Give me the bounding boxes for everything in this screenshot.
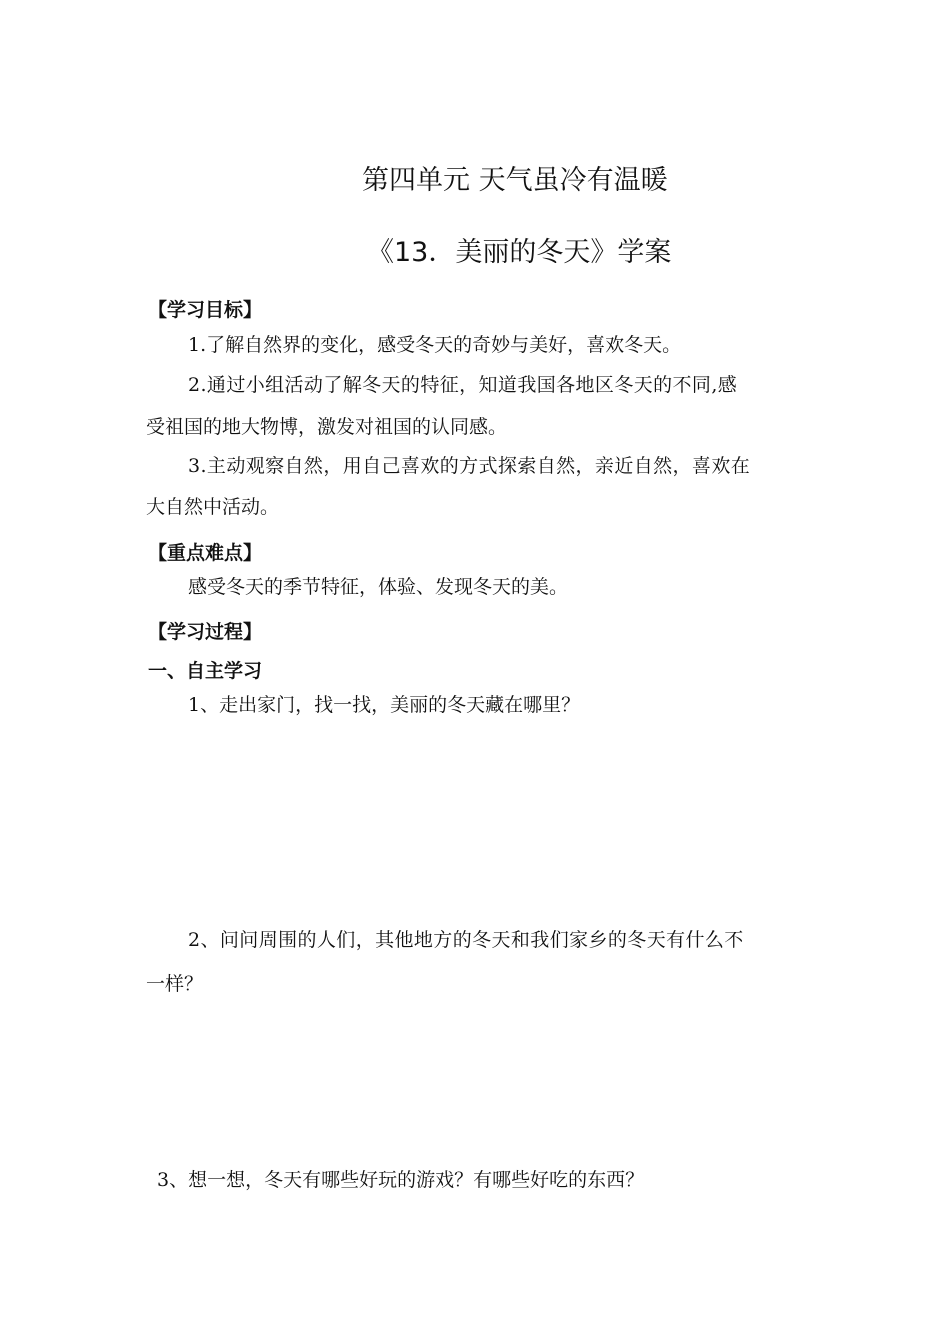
question-3: 3、想一想，冬天有哪些好玩的游戏？有哪些好吃的东西？ — [157, 1169, 645, 1191]
self-study-subheading: 一、自主学习 — [148, 660, 263, 682]
question-1: 1、走出家门，找一找，美丽的冬天藏在哪里？ — [188, 694, 581, 716]
key-points-text: 感受冬天的季节特征，体验、发现冬天的美。 — [188, 576, 569, 598]
process-heading: 【学习过程】 — [148, 621, 263, 643]
objective-3-line-2: 大自然中活动。 — [146, 496, 280, 518]
question-2-line-2: 一样？ — [146, 973, 204, 995]
objective-1: 1.了解自然界的变化，感受冬天的奇妙与美好，喜欢冬天。 — [188, 334, 682, 356]
objective-2-line-2: 受祖国的地大物博，激发对祖国的认同感。 — [146, 416, 508, 438]
lesson-title: 《13．美丽的冬天》学案 — [367, 237, 672, 268]
objectives-heading: 【学习目标】 — [148, 299, 263, 321]
unit-title: 第四单元 天气虽冷有温暖 — [362, 165, 668, 196]
objective-3-line-1: 3.主动观察自然，用自己喜欢的方式探索自然，亲近自然，喜欢在 — [188, 455, 751, 477]
key-points-heading: 【重点难点】 — [148, 542, 263, 564]
objective-2-line-1: 2.通过小组活动了解冬天的特征，知道我国各地区冬天的不同,感 — [188, 374, 738, 396]
question-2-line-1: 2、问问周围的人们，其他地方的冬天和我们家乡的冬天有什么不 — [188, 929, 744, 951]
